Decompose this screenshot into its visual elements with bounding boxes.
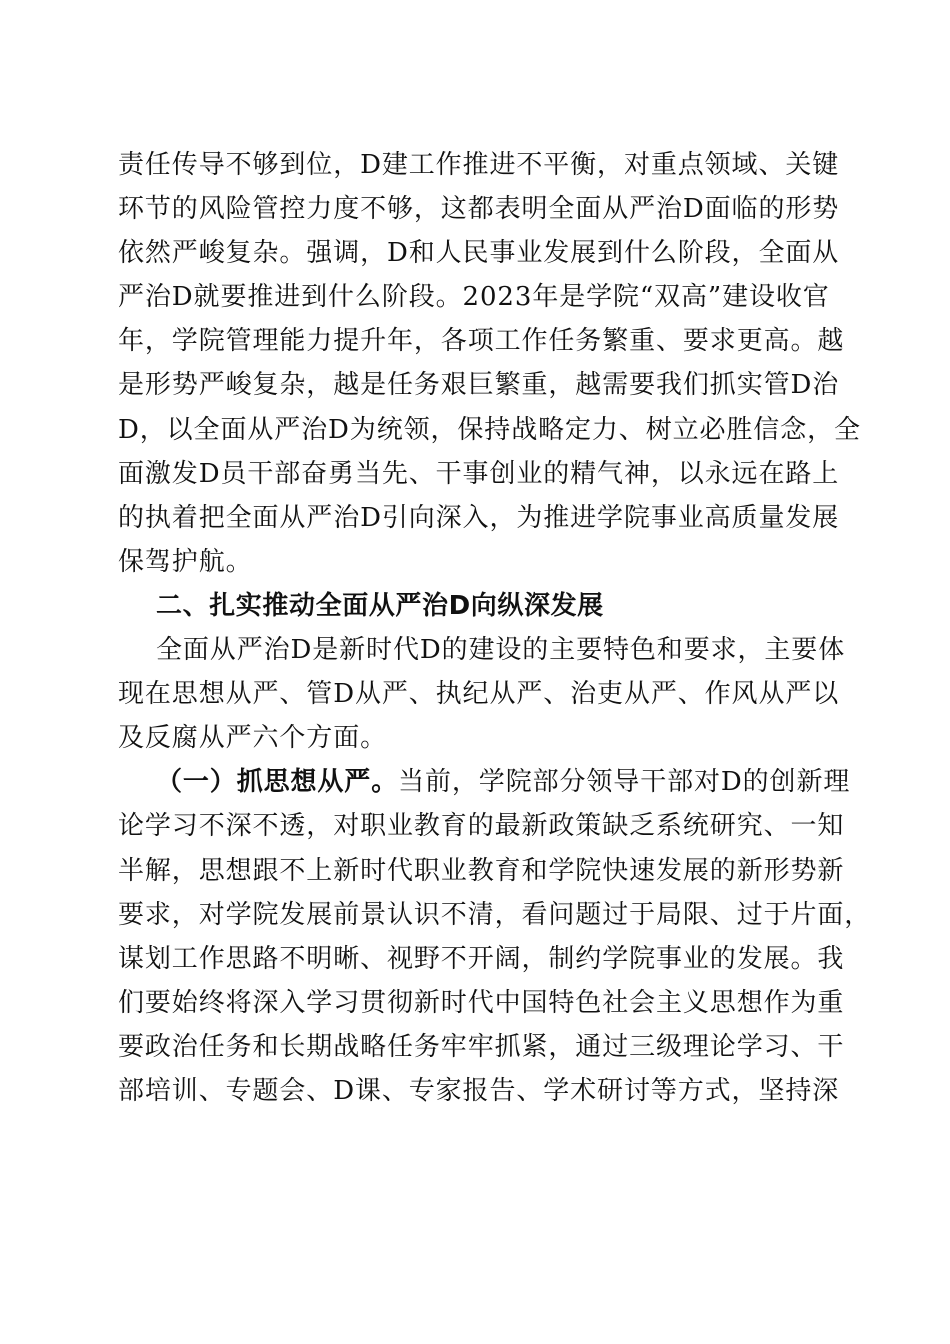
- text-line: 半解，思想跟不上新时代职业教育和学院快速发展的新形势新: [118, 855, 845, 886]
- text-line: 面激发D员干部奋勇当先、干事创业的精气神，以永远在路上: [118, 458, 840, 489]
- text-line: 环节的风险管控力度不够，这都表明全面从严治D面临的形势: [118, 194, 840, 225]
- paragraph-3: [118, 760, 872, 1113]
- text-line: 严治D就要推进到什么阶段。2023年是学院“双高”建设收官: [118, 282, 830, 313]
- paragraph-1: [118, 143, 861, 584]
- document-body: [118, 143, 872, 1113]
- text-line: D，以全面从严治D为统领，保持战略定力、树立必胜信念，全: [118, 414, 861, 445]
- text-line: 依然严峻复杂。强调，D和人民事业发展到什么阶段，全面从: [118, 238, 840, 269]
- text-line: 部培训、专题会、D课、专家报告、学术研讨等方式，坚持深: [118, 1075, 840, 1106]
- section-heading: 二、扎实推动全面从严治D向纵深发展: [156, 590, 604, 621]
- text-line: 及反腐从严六个方面。: [118, 723, 388, 754]
- text-line: 保驾护航。: [118, 546, 253, 577]
- subsection-lead: （一）抓思想从严。: [156, 767, 399, 798]
- text-line: 年，学院管理能力提升年，各项工作任务繁重、要求更高。越: [118, 326, 845, 357]
- text-line: 是形势严峻复杂，越是任务艰巨繁重，越需要我们抓实管D治: [118, 370, 840, 401]
- text-line: 论学习不深不透，对职业教育的最新政策缺乏系统研究、一知: [118, 811, 845, 842]
- text-line: 们要始终将深入学习贯彻新时代中国特色社会主义思想作为重: [118, 987, 845, 1018]
- text-line: 谋划工作思路不明晰、视野不开阔，制约学院事业的发展。我: [118, 943, 845, 974]
- text-line-rest: 当前，学院部分领导干部对D的创新理: [398, 767, 851, 798]
- text-line: 全面从严治D是新时代D的建设的主要特色和要求，主要体: [156, 635, 846, 666]
- text-line: 要政治任务和长期战略任务牢牢抓紧，通过三级理论学习、干: [118, 1031, 845, 1062]
- text-line: [118, 760, 851, 804]
- paragraph-2: [118, 628, 846, 760]
- text-line: 现在思想从严、管D从严、执纪从严、治吏从严、作风从严以: [118, 679, 840, 710]
- text-line: 要求，对学院发展前景认识不清，看问题过于局限、过于片面，: [118, 899, 872, 930]
- text-line: 责任传导不够到位，D建工作推进不平衡，对重点领域、关键: [118, 150, 840, 180]
- text-line: 的执着把全面从严治D引向深入，为推进学院事业高质量发展: [118, 502, 840, 533]
